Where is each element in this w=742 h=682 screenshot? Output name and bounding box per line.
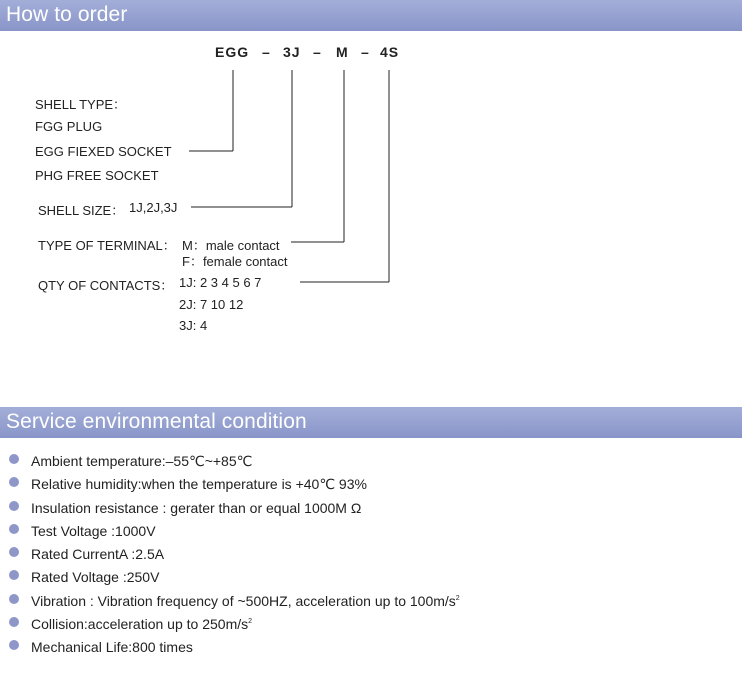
condition-item: [0, 589, 460, 612]
terminal-male: M：male contact: [182, 238, 280, 253]
condition-item: [0, 635, 460, 658]
code-dash: –: [361, 44, 370, 60]
shell-type-option: EGG FIEXED SOCKET: [35, 144, 172, 159]
code-shell-type: EGG: [215, 44, 250, 60]
contacts-row: 3J: 4: [179, 318, 208, 333]
condition-item: [0, 519, 460, 542]
contacts-row: 2J: 7 10 12: [179, 297, 244, 312]
shell-type-label: SHELL TYPE：: [35, 97, 127, 112]
shell-size-label: SHELL SIZE：: [38, 203, 125, 218]
condition-text: Rated Voltage :250V: [31, 569, 160, 586]
bullet-icon: [9, 501, 19, 511]
condition-item: [0, 542, 460, 565]
shell-type-option: FGG PLUG: [35, 119, 103, 134]
condition-text: Vibration : Vibration frequency of ~500HZ, acceleration up to 100m/s: [31, 592, 456, 609]
condition-item: [0, 472, 460, 495]
terminal-female: F：female contact: [182, 254, 288, 269]
condition-text: Insulation resistance : gerater than or equal 1000M Ω: [31, 499, 362, 516]
bullet-icon: [9, 477, 19, 487]
superscript: 2: [455, 594, 460, 602]
condition-item: [0, 496, 460, 519]
code-terminal: M: [336, 44, 349, 60]
bullet-icon: [9, 454, 19, 464]
bullet-icon: [9, 617, 19, 627]
code-shell-size: 3J: [283, 44, 301, 60]
condition-text: Ambient temperature:–55℃~+85℃: [31, 453, 253, 469]
code-dash: –: [262, 44, 271, 60]
terminal-label: TYPE OF TERMINAL：: [38, 238, 176, 253]
condition-item: [0, 449, 460, 472]
contacts-label: QTY OF CONTACTS：: [38, 278, 174, 293]
condition-text: Rated CurrentA :2.5A: [31, 546, 165, 563]
bullet-icon: [9, 640, 19, 650]
bullet-icon: [9, 547, 19, 557]
shell-type-option: PHG FREE SOCKET: [35, 168, 159, 183]
contacts-row: 1J: 2 3 4 5 6 7: [179, 275, 262, 290]
condition-item: [0, 565, 460, 588]
superscript: 2: [248, 618, 253, 626]
condition-list: [0, 449, 460, 659]
condition-text: Test Voltage :1000V: [31, 522, 156, 539]
section-title: How to order: [6, 3, 128, 26]
bullet-icon: [9, 524, 19, 534]
code-dash: –: [313, 44, 322, 60]
condition-text: Mechanical Life:800 times: [31, 639, 193, 656]
condition-text: Relative humidity:when the temperature is +40℃ 93%: [31, 476, 367, 493]
bullet-icon: [9, 570, 19, 580]
service-condition-header: [0, 407, 742, 438]
shell-size-value: 1J,2J,3J: [129, 200, 178, 215]
condition-text: Collision:acceleration up to 250m/s: [31, 616, 249, 633]
condition-item: [0, 612, 460, 635]
bullet-icon: [9, 594, 19, 604]
code-contacts: 4S: [380, 44, 400, 60]
section-title: Service environmental condition: [6, 410, 307, 433]
